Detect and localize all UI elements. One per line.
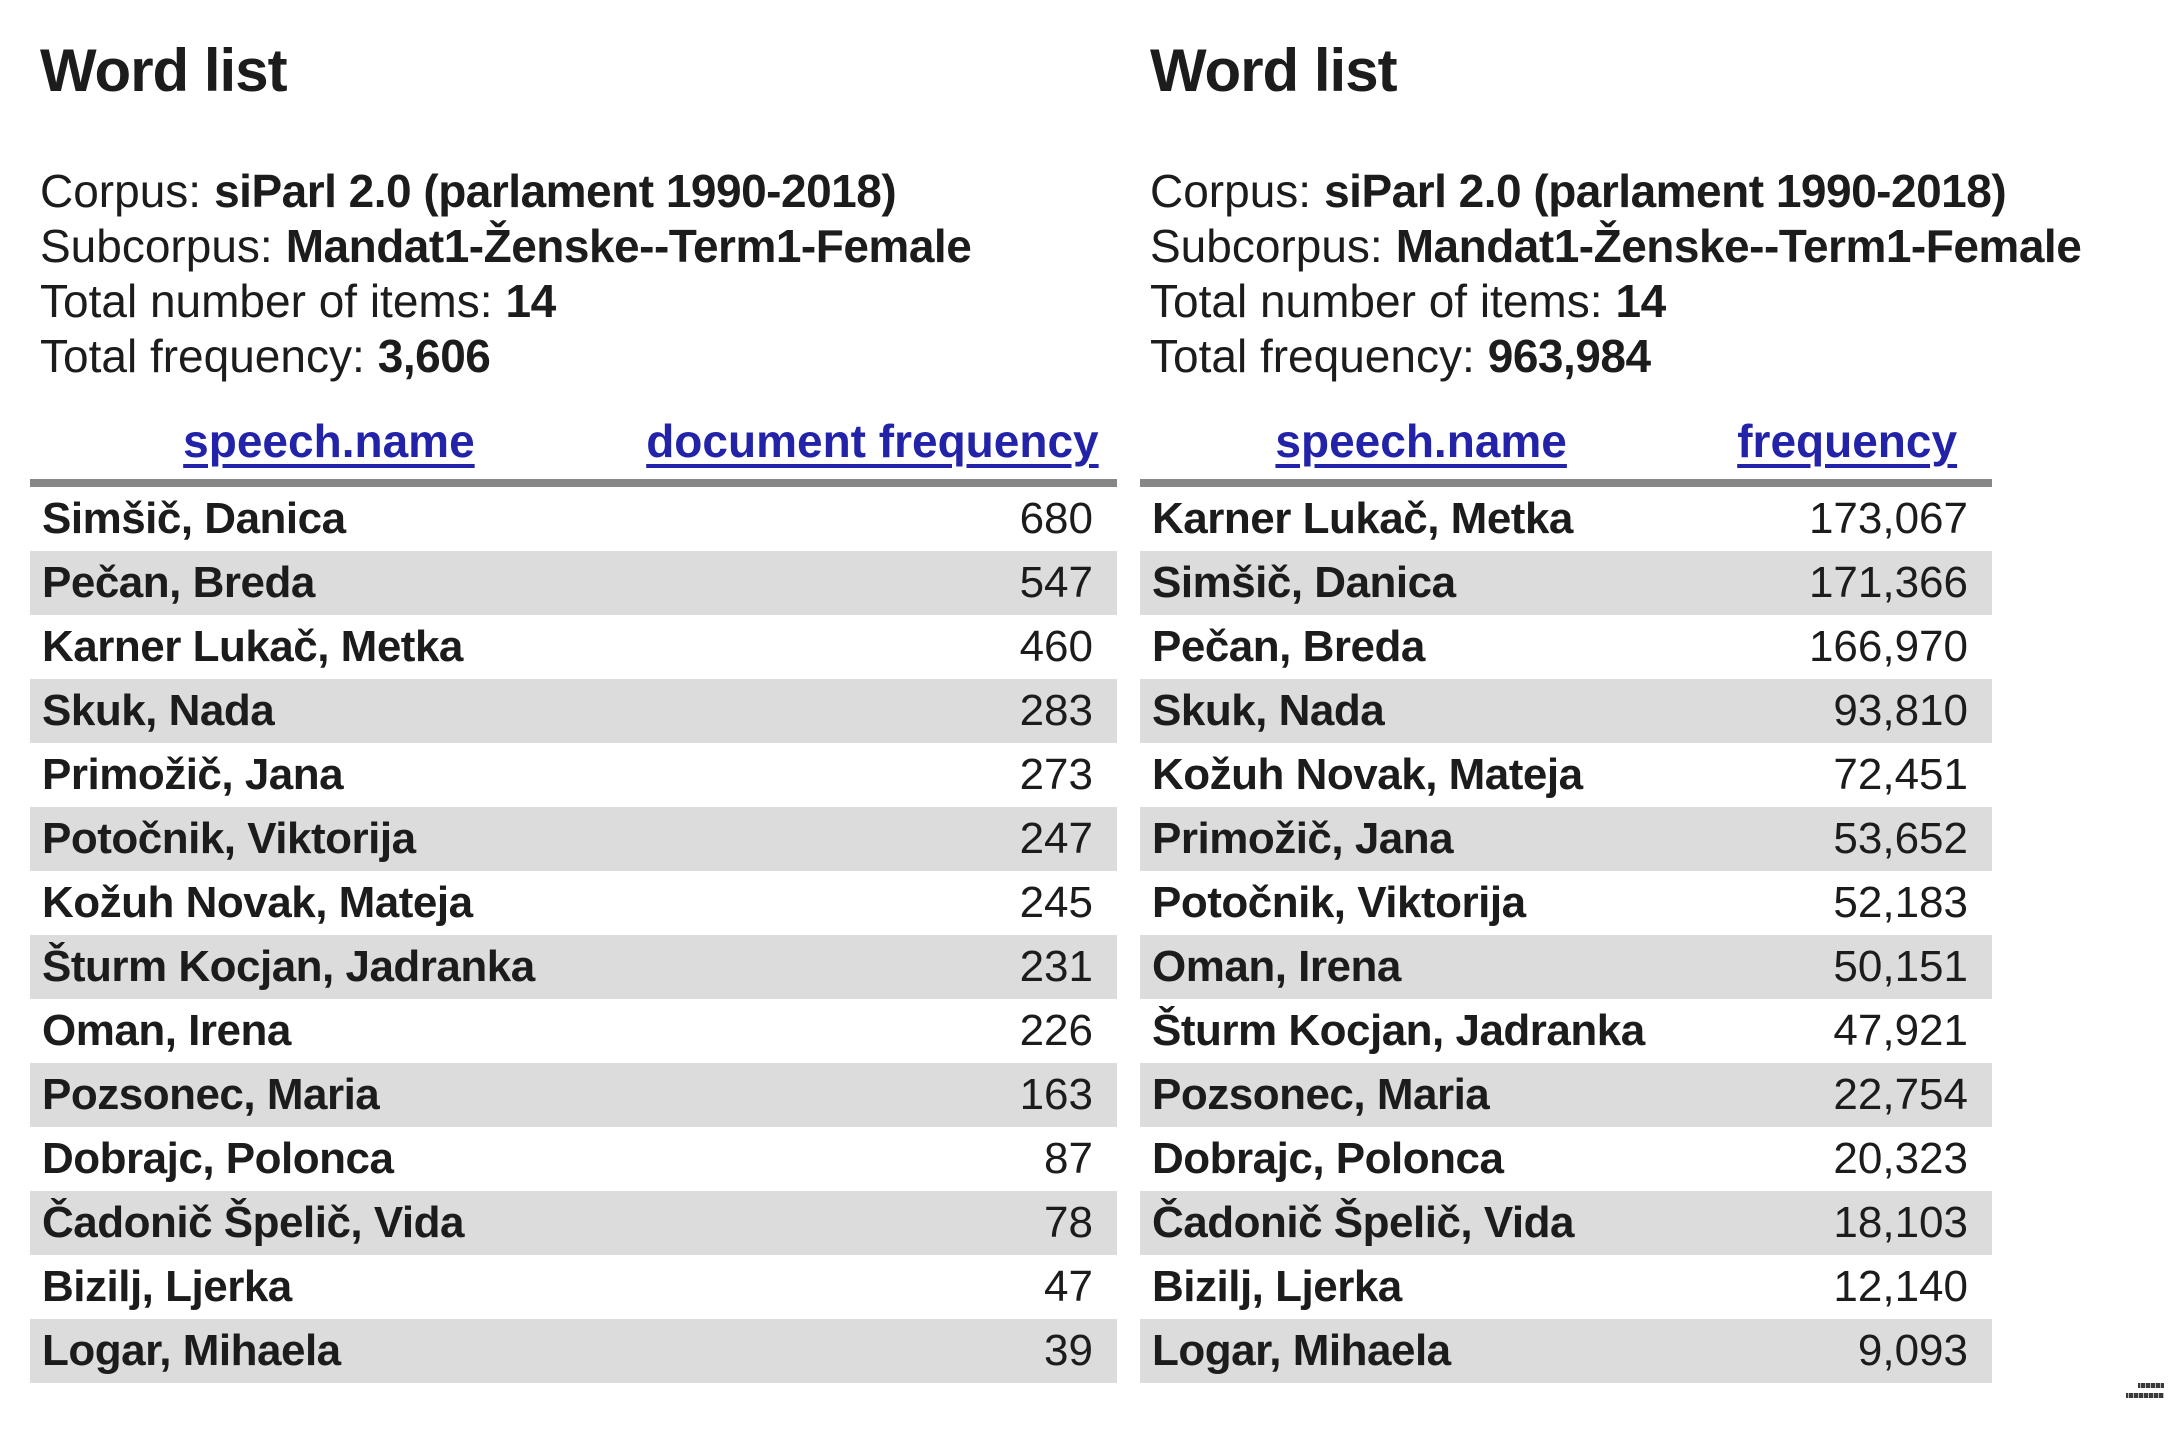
frequency-cell: 283	[1019, 686, 1093, 735]
table-row	[1140, 679, 1992, 743]
subcorpus-info-line	[1150, 219, 2082, 274]
table-row	[1140, 999, 1992, 1063]
speaker-name-cell: Pečan, Breda	[42, 558, 315, 607]
page-title: Word list	[1150, 37, 1397, 104]
corpus-label: Corpus:	[1150, 165, 1312, 217]
speaker-name-cell: Šturm Kocjan, Jadranka	[1152, 1006, 1645, 1055]
frequency-cell: 39	[1044, 1326, 1093, 1375]
subcorpus-label: Subcorpus:	[1150, 220, 1383, 272]
subcorpus-value: Mandat1-Ženske--Term1-Female	[1395, 220, 2082, 272]
table-row	[1140, 807, 1992, 871]
speaker-name-cell: Skuk, Nada	[1152, 686, 1385, 735]
wordlist-panel-frequency	[1140, 0, 2082, 1383]
subcorpus-label: Subcorpus:	[40, 220, 273, 272]
speaker-name-cell: Logar, Mihaela	[1152, 1326, 1451, 1375]
frequency-cell: 460	[1019, 622, 1093, 671]
speaker-name-cell: Kožuh Novak, Mateja	[42, 878, 473, 927]
speaker-name-cell: Pozsonec, Maria	[1152, 1070, 1490, 1119]
frequency-cell: 72,451	[1833, 750, 1968, 799]
frequency-cell: 273	[1019, 750, 1093, 799]
frequency-cell: 47	[1044, 1262, 1093, 1311]
table-row	[30, 679, 1117, 743]
speaker-name-cell: Oman, Irena	[42, 1006, 291, 1055]
frequency-cell: 171,366	[1808, 558, 1968, 607]
table-body	[1140, 483, 1992, 1383]
table-header	[30, 414, 1117, 483]
table-body	[30, 483, 1117, 1383]
total-frequency-info-line	[40, 329, 1117, 384]
total-items-value: 14	[1615, 275, 1666, 327]
frequency-cell: 163	[1019, 1070, 1093, 1119]
table-row	[30, 1255, 1117, 1319]
total-items-info-line	[40, 274, 1117, 329]
total-items-info-line	[1150, 274, 1992, 329]
frequency-cell: 53,652	[1833, 814, 1968, 863]
column-header-speech-name[interactable]: speech.name	[183, 415, 475, 467]
frequency-cell: 12,140	[1833, 1262, 1968, 1311]
table-row	[30, 615, 1117, 679]
speaker-name-cell: Karner Lukač, Metka	[1152, 494, 1573, 543]
corpus-value: siParl 2.0 (parlament 1990-2018)	[214, 165, 897, 217]
speaker-name-cell: Simšič, Danica	[1152, 558, 1456, 607]
speaker-name-cell: Karner Lukač, Metka	[42, 622, 463, 671]
table-row	[30, 1191, 1117, 1255]
table-row	[1140, 1255, 1992, 1319]
speaker-name-cell: Bizilj, Ljerka	[1152, 1262, 1402, 1311]
frequency-cell: 20,323	[1833, 1134, 1968, 1183]
speaker-name-cell: Primožič, Jana	[42, 750, 344, 799]
table-row	[30, 1127, 1117, 1191]
frequency-cell: 166,970	[1808, 622, 1968, 671]
table-row	[30, 483, 1117, 551]
frequency-cell: 247	[1019, 814, 1093, 863]
speaker-name-cell: Simšič, Danica	[42, 494, 346, 543]
subcorpus-info-line	[40, 219, 1117, 274]
table-row	[1140, 615, 1992, 679]
table-row	[1140, 1319, 1992, 1383]
frequency-cell: 93,810	[1833, 686, 1968, 735]
total-frequency-label: Total frequency:	[40, 330, 365, 382]
table-row	[30, 1063, 1117, 1127]
frequency-cell: 78	[1044, 1198, 1093, 1247]
table-header-row	[1140, 414, 1992, 483]
speaker-name-cell: Logar, Mihaela	[42, 1326, 341, 1375]
table-header	[1140, 414, 1992, 483]
speaker-name-cell: Skuk, Nada	[42, 686, 275, 735]
table-row	[30, 999, 1117, 1063]
corpus-info-line	[1150, 164, 2007, 219]
frequency-cell: 47,921	[1833, 1006, 1968, 1055]
speaker-name-cell: Dobrajc, Polonca	[1152, 1134, 1504, 1183]
column-header-speech-name[interactable]: speech.name	[1275, 415, 1567, 467]
speaker-name-cell: Čadonič Špelič, Vida	[1152, 1198, 1574, 1247]
frequency-cell: 173,067	[1808, 494, 1968, 543]
corpus-value: siParl 2.0 (parlament 1990-2018)	[1324, 165, 2007, 217]
frequency-cell: 226	[1019, 1006, 1093, 1055]
table-row	[1140, 1063, 1992, 1127]
table-row	[30, 871, 1117, 935]
corpus-info-block	[40, 164, 1117, 384]
frequency-cell: 680	[1019, 494, 1093, 543]
speaker-name-cell: Kožuh Novak, Mateja	[1152, 750, 1583, 799]
table-row	[1140, 1127, 1992, 1191]
frequency-cell: 18,103	[1833, 1198, 1968, 1247]
frequency-cell: 22,754	[1833, 1070, 1968, 1119]
table-header-row	[30, 414, 1117, 483]
table-row	[30, 935, 1117, 999]
frequency-cell: 231	[1019, 942, 1093, 991]
table-row	[1140, 551, 1992, 615]
column-header-frequency[interactable]: frequency	[1737, 415, 1958, 467]
speaker-name-cell: Pozsonec, Maria	[42, 1070, 380, 1119]
speaker-name-cell: Pečan, Breda	[1152, 622, 1425, 671]
speaker-name-cell: Bizilj, Ljerka	[42, 1262, 292, 1311]
frequency-cell: 547	[1019, 558, 1093, 607]
corpus-label: Corpus:	[40, 165, 202, 217]
total-items-value: 14	[505, 275, 556, 327]
table-row	[1140, 1191, 1992, 1255]
table-row	[1140, 935, 1992, 999]
table-row	[1140, 483, 1992, 551]
table-row	[30, 807, 1117, 871]
total-frequency-info-line	[1150, 329, 1992, 384]
frequency-cell: 9,093	[1857, 1326, 1968, 1375]
speaker-name-cell: Potočnik, Viktorija	[1152, 878, 1526, 927]
total-items-label: Total number of items:	[40, 275, 493, 327]
frequency-cell: 52,183	[1833, 878, 1968, 927]
subcorpus-value: Mandat1-Ženske--Term1-Female	[285, 220, 972, 272]
speaker-name-cell: Čadonič Špelič, Vida	[42, 1198, 464, 1247]
wordlist-panel-document-frequency	[30, 0, 1117, 1383]
speaker-name-cell: Oman, Irena	[1152, 942, 1401, 991]
total-frequency-value: 963,984	[1487, 330, 1651, 382]
table-row	[1140, 743, 1992, 807]
speaker-name-cell: Dobrajc, Polonca	[42, 1134, 394, 1183]
column-header-document-frequency[interactable]: document frequency	[646, 415, 1099, 467]
wordlist-table-document-frequency	[30, 414, 1117, 1383]
table-row	[1140, 871, 1992, 935]
table-row	[30, 1319, 1117, 1383]
speaker-name-cell: Šturm Kocjan, Jadranka	[42, 942, 535, 991]
table-row	[30, 551, 1117, 615]
total-frequency-label: Total frequency:	[1150, 330, 1475, 382]
scan-noise-artifact	[2126, 1383, 2164, 1401]
total-frequency-value: 3,606	[377, 330, 491, 382]
frequency-cell: 245	[1019, 878, 1093, 927]
corpus-info-line	[40, 164, 1117, 219]
speaker-name-cell: Primožič, Jana	[1152, 814, 1454, 863]
table-row	[30, 743, 1117, 807]
wordlist-table-frequency	[1140, 414, 1992, 1383]
corpus-info-block	[1150, 164, 2082, 384]
page-title: Word list	[40, 37, 287, 104]
total-items-label: Total number of items:	[1150, 275, 1603, 327]
frequency-cell: 50,151	[1833, 942, 1968, 991]
speaker-name-cell: Potočnik, Viktorija	[42, 814, 416, 863]
frequency-cell: 87	[1044, 1134, 1093, 1183]
